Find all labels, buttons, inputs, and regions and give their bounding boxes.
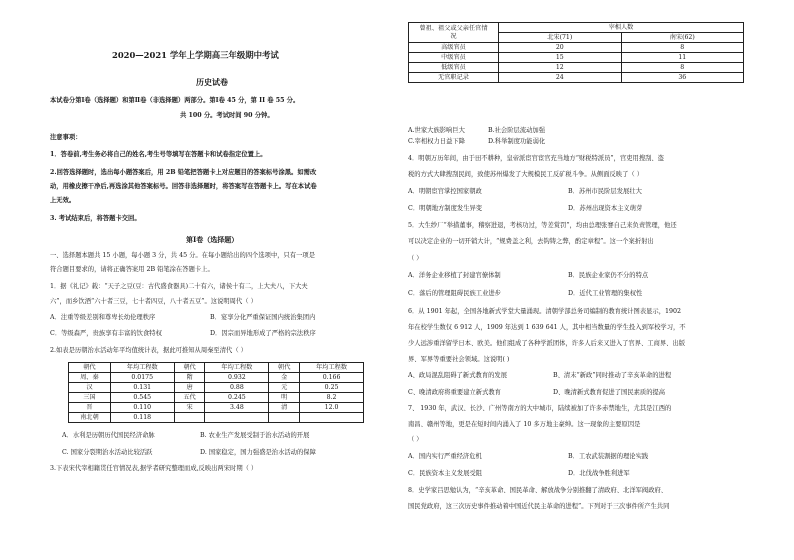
table-header: 年均工程数 bbox=[300, 363, 364, 373]
table-cell: 8.2 bbox=[300, 393, 364, 403]
table-cell bbox=[205, 413, 269, 423]
table-cell: 12.0 bbox=[300, 403, 364, 413]
q4-option-c: C．明朝地方制度发生异变 bbox=[408, 205, 483, 212]
table-cell: 汉 bbox=[69, 383, 111, 393]
table-cell: 8 bbox=[621, 43, 744, 53]
table-cell: 清 bbox=[269, 403, 300, 413]
q6-stem: 少人远涉重洋留学日本、欧美。他们组成了各种学派团体，许多人后来又进入了官界、工商界、出版 bbox=[408, 340, 686, 347]
q6-stem: 6．从 1901 年起，全国各地新式学堂大量涌现。清朝学部总务司编制的教育统计图表显示，1902 bbox=[408, 308, 682, 315]
table-cell: 高级官员 bbox=[409, 43, 499, 53]
table-cell: 晋 bbox=[69, 403, 111, 413]
notice-line: 1．答卷前,考生务必将自己的姓名,考生号等填写在答题卡和试卷指定位置上。 bbox=[50, 151, 267, 158]
q1-option-d: D．因宗而异地形成了严格的宗法秩序 bbox=[210, 330, 316, 337]
table-cell: 0.131 bbox=[110, 383, 174, 393]
notice-line: 2.回答选择题时，选出每小题答案后，用 2B 铅笔把答题卡上对应题目的答案标号涂黑。如需改 bbox=[50, 169, 317, 176]
table-cell: 南北朝 bbox=[69, 413, 111, 423]
q7-stem: 南昌、赣州等地，更是在短时间内涌入了 10 多万地主豪绅。这一现象的主要原因是 bbox=[408, 421, 641, 428]
table-cell: 12 bbox=[499, 63, 622, 73]
q6-option-d: D、晚清新式教育促进了国民素质的提高 bbox=[553, 389, 666, 396]
q4-option-b: B．苏州市民阶层发展壮大 bbox=[568, 188, 642, 195]
table-row bbox=[409, 53, 744, 63]
q3-option-c: C.宰相权力日益下降 bbox=[408, 138, 465, 145]
table-cell: 周、秦 bbox=[69, 373, 111, 383]
table-cell: 中级官员 bbox=[409, 53, 499, 63]
q7-stem: 7、 1930 年，武汉、长沙、广州等南方的大中城市，陆续被加了许多赤禁地生，尤其是江西的 bbox=[408, 405, 672, 412]
table-row bbox=[69, 383, 364, 393]
table-header: 朝代 bbox=[174, 363, 205, 373]
q2-option-c: C. 国家分裂期治水活动比较活跃 bbox=[62, 449, 153, 456]
table-cell: 宋 bbox=[174, 403, 205, 413]
table-cell: 0.245 bbox=[205, 393, 269, 403]
q6-option-c: C、晚清政府将重要建立新式教育 bbox=[408, 389, 501, 396]
table-cell: 36 bbox=[621, 73, 744, 83]
q4-stem: 4．明朝万历年间，由于田不耕种，皇帝派宦官宦官充当地方“财税特派员”，官吏用搜刮、盗 bbox=[408, 155, 665, 162]
q1-stem: 1．据《礼记》载：“天子之豆(豆：古代盛食器具)二十有六，诸侯十有二，上大夫八，下大夫 bbox=[50, 283, 308, 290]
table-cell: 0.932 bbox=[205, 373, 269, 383]
table-cell bbox=[174, 413, 205, 423]
q2-option-b: B. 农业生产发展受制于治水活动的开展 bbox=[200, 432, 310, 439]
q5-option-a: A．洋务企业移植了封建官僚体制 bbox=[408, 272, 501, 279]
q1-option-c: C．等级森严，贵族享有丰富的饮食特权 bbox=[50, 330, 162, 337]
table-cell bbox=[269, 413, 300, 423]
table-cell: 11 bbox=[621, 53, 744, 63]
notice-line: 动，用橡皮擦干净后,再选涂其他答案标号。回答非选择题时，将答案写在答题卡上。写在本试卷 bbox=[50, 183, 317, 190]
q3-table bbox=[408, 22, 744, 83]
table-row bbox=[69, 403, 364, 413]
q6-stem: 年在校学生数仅 6 912 人，1909 年达到 1 639 641 人，其中相当数量的学生投入到军校学习，不 bbox=[408, 324, 686, 331]
q3-stem: 3.下表宋代宰相籍贯任官情况表,据学者研究整理而成,反映出两宋时期（ ） bbox=[50, 465, 258, 472]
table-cell: 0.110 bbox=[110, 403, 174, 413]
table-header-text: 曾祖、祖父或父亲任官情 bbox=[419, 25, 488, 33]
q8-stem: 8．史学家吕思勉认为，“辛亥革命、国民革命、解放战争分别推翻了清政府、北洋军阀政府、 bbox=[408, 487, 668, 494]
exam-title: 2020—2021 学年上学期高三年级期中考试 bbox=[112, 50, 279, 60]
table-header bbox=[409, 23, 499, 43]
table-header: 年均工程数 bbox=[205, 363, 269, 373]
table-cell: 20 bbox=[499, 43, 622, 53]
q6-stem: 界、军界等重要社会领域。这说明( ) bbox=[408, 356, 510, 363]
q5-option-b: B．民族企业家仍不分的特点 bbox=[568, 272, 649, 279]
table-cell: 金 bbox=[269, 373, 300, 383]
left-column bbox=[50, 0, 400, 560]
table-header-row bbox=[69, 363, 364, 373]
table-cell: 0.25 bbox=[300, 383, 364, 393]
q7-option-b: B．工农武装割据的理论实践 bbox=[568, 453, 649, 460]
q6-option-a: A、政局混乱阻碍了新式教育的发展 bbox=[408, 372, 508, 379]
table-cell: 0.166 bbox=[300, 373, 364, 383]
q5-stem: 5．大生纱厂“举措董事，稽察进退，考核功过，等差赏罚”，均由总理张謇自己来负责管理，他还 bbox=[408, 222, 677, 229]
q4-stem: 税的方式大肆搜刮民间，致使苏州爆发了大规模民工反矿税斗争。从侧面反映了（ ） bbox=[408, 171, 643, 178]
q7-stem: （ ） bbox=[408, 436, 423, 443]
table-cell: 低级官员 bbox=[409, 63, 499, 73]
table-cell: 0.118 bbox=[110, 413, 174, 423]
table-header: 宰相人数 bbox=[499, 23, 744, 33]
table-row bbox=[409, 73, 744, 83]
intro-line-2: 共 100 分。考试时间 90 分钟。 bbox=[180, 112, 274, 119]
table-header-text: 况 bbox=[450, 32, 457, 40]
table-cell: 24 bbox=[499, 73, 622, 83]
table-cell: 五代 bbox=[174, 393, 205, 403]
notice-line: 3. 考试结束后，将答题卡交回。 bbox=[50, 215, 141, 222]
q7-option-a: A．国内实行严重经济危机 bbox=[408, 453, 482, 460]
table-row bbox=[69, 373, 364, 383]
notice-line: 上无效。 bbox=[50, 197, 76, 204]
q5-stem: （ ） bbox=[408, 255, 423, 262]
q5-option-d: D．近代工业管理的集权性 bbox=[568, 290, 643, 297]
table-row bbox=[69, 393, 364, 403]
table-header: 朝代 bbox=[269, 363, 300, 373]
q4-option-d: D．苏州出现资本主义萌芽 bbox=[568, 205, 643, 212]
table-cell bbox=[300, 413, 364, 423]
table-header: 年均工程数 bbox=[110, 363, 174, 373]
q4-option-a: A．明朝宦官掌控国家朝政 bbox=[408, 188, 482, 195]
q5-stem: 可以决定企业的一切开销大计，“规费盖之利，去钩铸之弊，酌定章程”。这一个案折射出 bbox=[408, 238, 654, 245]
table-cell: 三国 bbox=[69, 393, 111, 403]
q7-option-d: D．北伐战争胜利进军 bbox=[568, 470, 630, 477]
section-intro: 符合题目要求的，请将正确答案用 2B 铅笔涂在答题卡上。 bbox=[50, 266, 214, 273]
table-cell: 3.48 bbox=[205, 403, 269, 413]
q1-option-b: B．宴享分化严重保证国内统治集团内 bbox=[210, 314, 316, 321]
q5-option-c: C．落后的管理阻碍民族工业进步 bbox=[408, 290, 501, 297]
q7-option-c: C．民族资本主义发展受阻 bbox=[408, 470, 483, 477]
table-cell: 隋 bbox=[174, 373, 205, 383]
section-intro: 一、选择题本题共 15 小题，每小题 3 分，共 45 分。在每小题给出的四个选项中，只有一项是 bbox=[50, 252, 316, 259]
table-header: 北宋(71) bbox=[499, 33, 622, 43]
table-row bbox=[409, 43, 744, 53]
q2-option-d: D. 国家稳定，国力强盛是治水活动的保障 bbox=[200, 449, 316, 456]
table-cell: 明 bbox=[269, 393, 300, 403]
table-cell: 无官职记录 bbox=[409, 73, 499, 83]
table-cell: 0.88 bbox=[205, 383, 269, 393]
table-cell: 0.545 bbox=[110, 393, 174, 403]
section-title: 第Ⅰ卷（选择题） bbox=[186, 235, 239, 244]
q2-stem: 2.如表是历朝治水活动年平均值统计表，据此可推知从周秦至清代（ ） bbox=[50, 347, 247, 354]
q1-option-a: A．注重等级差别和尊卑长幼伦理秩序 bbox=[50, 314, 156, 321]
q3-option-d: D.科举制度功能弱化 bbox=[488, 138, 546, 145]
table-header: 朝代 bbox=[69, 363, 111, 373]
exam-subtitle: 历史试卷 bbox=[196, 77, 228, 87]
intro-line-1: 本试卷分第Ⅰ卷（选择题）和第Ⅱ卷（非选择题）两部分。第Ⅰ卷 45 分，第 II 卷 55 分。 bbox=[50, 97, 300, 104]
table-cell: 唐 bbox=[174, 383, 205, 393]
table-header-row bbox=[409, 23, 744, 33]
q2-option-a: A．水利是历朝历代国民经济命脉 bbox=[62, 432, 155, 439]
q8-stem: 国民党政府，这三次历史事件推动着中国近代民主革命的进程”。下列对于三次事件所产生共同 bbox=[408, 503, 670, 510]
table-cell: 15 bbox=[499, 53, 622, 63]
table-cell: 0.0175 bbox=[110, 373, 174, 383]
q1-stem: 六”，而乡饮酒“六十者三豆，七十者四豆，八十者五豆”。这说明周代（ ） bbox=[50, 298, 257, 305]
table-row bbox=[409, 63, 744, 73]
table-cell: 8 bbox=[621, 63, 744, 73]
q2-table bbox=[68, 362, 364, 423]
table-header: 南宋(62) bbox=[621, 33, 744, 43]
table-row bbox=[69, 413, 364, 423]
q3-option-a: A.世家大族影响巨大 bbox=[408, 127, 465, 134]
right-column bbox=[408, 0, 748, 560]
table-cell: 元 bbox=[269, 383, 300, 393]
notice-heading: 注意事项： bbox=[50, 134, 82, 141]
q3-option-b: B.社会阶层流动加强 bbox=[488, 127, 546, 134]
q6-option-b: B、清末“新政”同时推动了辛亥革命的进程 bbox=[553, 372, 672, 379]
